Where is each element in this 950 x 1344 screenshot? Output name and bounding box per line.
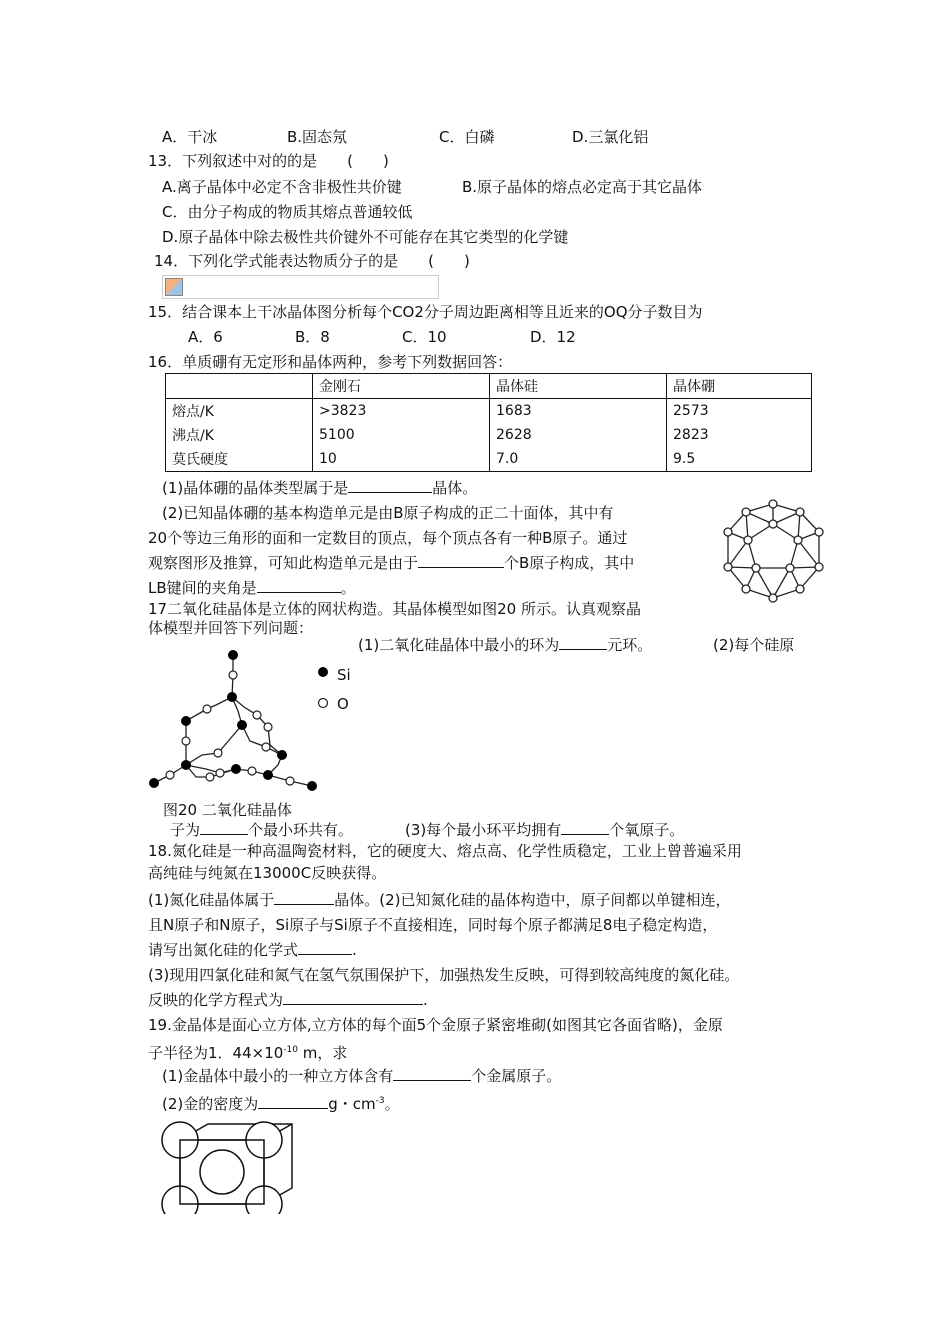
table-header: 晶体硼 [667,374,812,399]
q19-radius-unit: m，求 [298,1044,348,1062]
q18-line5 [148,940,357,960]
q18-line3 [148,890,731,910]
q17-part2-text: 子为 [170,821,201,839]
q13-option-b: B.原子晶体的熔点必定高于其它晶体 [462,178,703,196]
q19-radius-exponent: -10 [283,1045,298,1055]
q16-part1 [162,478,477,498]
legend-si-label: Si [337,666,351,684]
q17-part2-start: (2)每个硅原 [713,636,795,654]
answer-blank [348,478,432,493]
q14-stem: 14．下列化学式能表达物质分子的是 ( ) [154,252,470,270]
q12-option-b: B.固态氖 [287,128,348,146]
q18-part1-text: (1)氮化硅晶体属于 [148,891,275,909]
q13-stem: 13．下列叙述中对的的是 ( ) [148,152,389,170]
answer-blank [258,1094,328,1109]
q17-part3-text: (3)每个最小环平均拥有 [405,821,562,839]
q15-stem: 15．结合课本上干冰晶体图分析每个CO2分子周边距离相等且近来的OQ分子数目为 [148,303,703,321]
icosahedron-diagram [720,494,828,606]
q17-line1: 17二氧化硅晶体是立体的网状构造。其晶体模型如图20 所示。认真观察晶 [148,600,641,618]
q16-part2-line2: 20个等边三角形的面和一定数目的顶点，每个顶点各有一种B原子。通过 [148,529,628,547]
q18-line7 [148,990,428,1010]
table-row [166,447,812,472]
answer-blank [274,890,334,905]
q15-option-b: B．8 [295,328,330,346]
q15-option-d: D．12 [530,328,576,346]
q16-part2-text: LB键间的夹角是 [148,579,257,597]
q19-density-unit: g・cm [328,1095,376,1113]
table-header: 金刚石 [313,374,490,399]
q18-formula-prompt: 请写出氮化硅的化学式 [148,941,299,959]
q17-part1-tail: 元环。 [607,636,653,654]
q16-stem: 16．单质硼有无定形和晶体两种，参考下列数据回答： [148,353,513,371]
table-header: 晶体硅 [490,374,667,399]
broken-image-placeholder [162,275,439,299]
q19-part1 [162,1066,561,1086]
q18-part2-text: 晶体。(2)已知氮化硅的晶体构造中，原子间都以单键相连， [334,891,731,909]
q17-part1 [358,635,652,655]
q12-option-c: C．白磷 [439,128,495,146]
answer-blank [559,635,607,650]
q18-line1: 18.氮化硅是一种高温陶瓷材料，它的硬度大、熔点高、化学性质稳定，工业上曾普遍采用 [148,842,742,860]
q19-line2 [148,1040,347,1063]
q18-equation-prompt: 反映的化学方程式为 [148,991,284,1009]
q13-option-d: D.原子晶体中除去极性共价键外不可能存在其它类型的化学键 [162,228,569,246]
table-cell: 2573 [667,399,812,424]
q18-formula-tail: . [352,941,357,959]
table-cell: >3823 [313,399,490,424]
q18-line2: 高纯硅与纯氮在13000C反映获得。 [148,864,387,882]
image-icon [165,278,183,296]
table-cell: 熔点/K [166,399,313,424]
table-cell: 9.5 [667,447,812,472]
answer-blank [298,940,352,955]
table-cell: 1683 [490,399,667,424]
table-header [166,374,313,399]
q12-option-d: D.三氯化铝 [572,128,649,146]
q19-part2 [162,1091,400,1114]
table-cell: 7.0 [490,447,667,472]
q18-line4: 且N原子和N原子，Si原子与Si原子不直接相连，同时每个原子都满足8电子稳定构造， [148,916,718,934]
q17-part3 [405,820,684,840]
q19-part2-tail: 。 [384,1095,400,1113]
q19-part1-tail: 个金属原子。 [471,1067,562,1085]
table-cell: 莫氏硬度 [166,447,313,472]
answer-blank [561,820,609,835]
q15-option-c: C．10 [402,328,447,346]
q19-density-exponent: -3 [375,1096,385,1106]
table-cell: 2628 [490,423,667,447]
q16-part2-line4 [148,578,356,598]
table-cell: 2823 [667,423,812,447]
q16-part2-tail: 个B原子构成，其中 [504,554,635,572]
legend-o-marker [315,695,331,711]
boron-data-table [165,373,812,472]
gold-fcc-diagram [150,1118,310,1214]
table-row [166,399,812,424]
q13-option-c: C．由分子构成的物质其熔点普通较低 [162,203,413,221]
q16-part2-text: 观察图形及推算，可知此构造单元是由于 [148,554,419,572]
q19-part2-text: (2)金的密度为 [162,1095,259,1113]
q13-option-a: A.离子晶体中必定不含非极性共价键 [162,178,402,196]
answer-blank [200,820,248,835]
q17-part2-cont [170,820,353,840]
answer-blank [283,990,423,1005]
answer-blank [418,553,504,568]
q19-part1-text: (1)金晶体中最小的一种立方体含有 [162,1067,394,1085]
q19-radius-text: 子半径为1．44×10 [148,1044,284,1062]
q16-part2-tail: 。 [340,579,356,597]
q17-part3-tail: 个氧原子。 [609,821,685,839]
table-cell: 沸点/K [166,423,313,447]
q19-line1: 19.金晶体是面心立方体,立方体的每个面5个金原子紧密堆砌(如图其它各面省略)，金原 [148,1016,723,1034]
q16-part2-line3 [148,553,634,573]
q12-option-a: A．干冰 [162,128,218,146]
answer-blank [257,578,341,593]
q16-part1-text: (1)晶体硼的晶体类型属于是 [162,479,349,497]
q16-part2-line1: (2)已知晶体硼的基本构造单元是由B原子构成的正二十面体，其中有 [162,504,614,522]
q17-part1-text: (1)二氧化硅晶体中最小的环为 [358,636,560,654]
q16-part1-tail: 晶体。 [432,479,478,497]
table-cell: 5100 [313,423,490,447]
figure-caption: 图20 二氧化硅晶体 [163,801,292,819]
q17-part2-tail: 个最小环共有。 [248,821,354,839]
table-cell: 10 [313,447,490,472]
q18-line6: (3)现用四氯化硅和氮气在氢气氛围保护下，加强热发生反映，可得到较高纯度的氮化硅。 [148,966,740,984]
legend-si-marker [315,664,331,680]
q17-line2: 体模型并回答下列问题： [148,619,314,637]
table-row [166,423,812,447]
legend-o-label: O [337,695,349,713]
q15-option-a: A．6 [188,328,223,346]
answer-blank [393,1066,471,1081]
q18-equation-tail: . [423,991,428,1009]
